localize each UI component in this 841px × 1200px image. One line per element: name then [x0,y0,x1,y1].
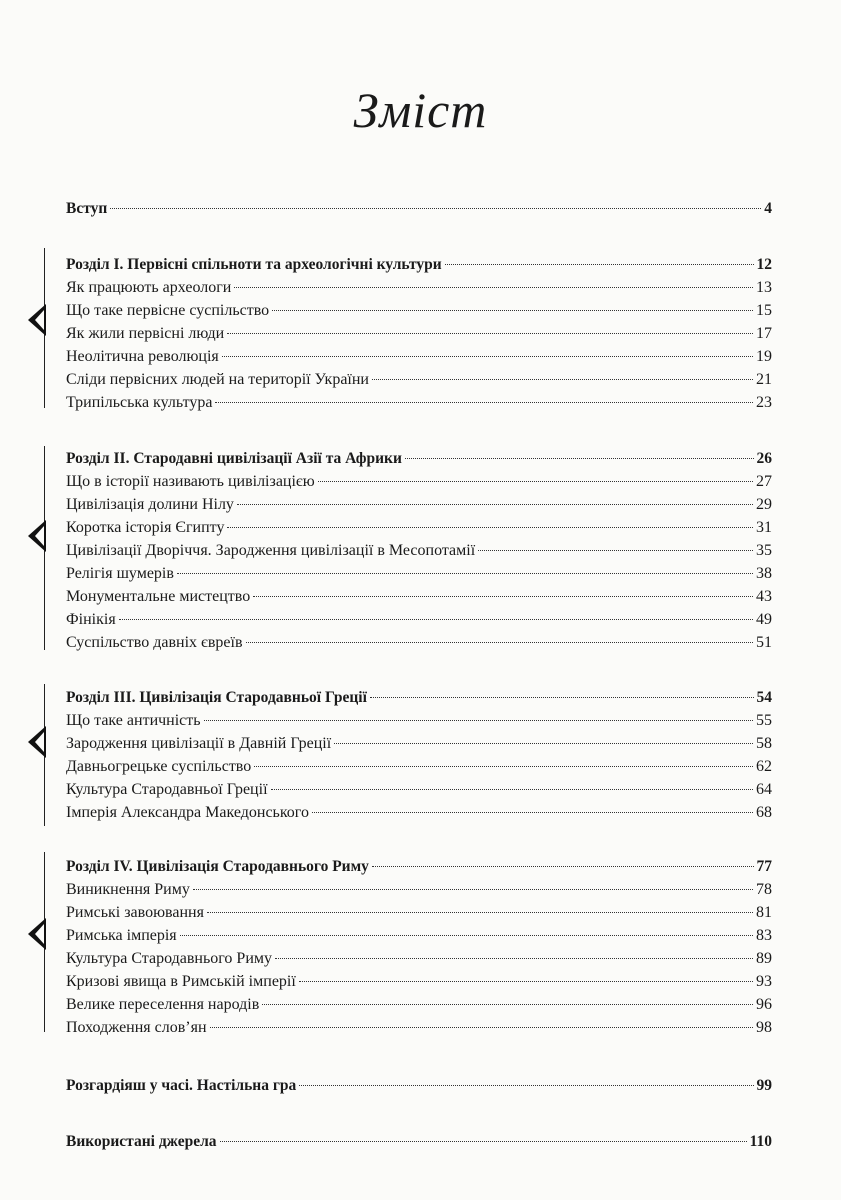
toc-section-heading[interactable] [66,856,772,878]
toc-entry[interactable] [66,471,772,493]
toc-entry-label: Виникнення Риму [66,881,190,898]
toc-entry[interactable] [66,563,772,585]
toc-page-number: 55 [756,712,772,729]
dot-leader [227,333,753,334]
dot-leader [237,504,753,505]
toc-entry-board-game[interactable] [66,1075,772,1097]
toc-page-number: 19 [756,348,772,365]
toc-entry-label: Сліди первісних людей на території України [66,371,369,388]
toc-page-number: 38 [756,565,772,582]
dot-leader [254,766,753,767]
toc-entry-label: Коротка історія Єгипту [66,519,225,536]
dot-leader [227,527,753,528]
toc-entry-label: Велике переселення народів [66,996,260,1013]
toc-entry-label: Культура Стародавнього Риму [66,950,273,967]
toc-page-number: 58 [756,735,772,752]
toc-page-number: 31 [756,519,772,536]
toc-page-number: 110 [749,1133,772,1150]
toc-entry-label: Суспільство давніх євреїв [66,634,243,651]
toc-page-number: 78 [756,881,772,898]
dot-leader [478,550,753,551]
toc-entry-label: Римська імперія [66,927,177,944]
toc-entry[interactable] [66,779,772,801]
toc-entry[interactable] [66,609,772,631]
dot-leader [204,720,753,721]
dot-leader [246,642,753,643]
toc-page-number: 64 [756,781,772,798]
toc-page-number: 98 [756,1019,772,1036]
toc-page-number: 89 [756,950,772,967]
toc-section-heading[interactable] [66,254,772,276]
toc-page-number: 12 [756,256,772,273]
dot-leader [253,596,753,597]
dot-leader [262,1004,753,1005]
toc-entry[interactable] [66,323,772,345]
page-title: Зміст [353,82,488,138]
toc-entry[interactable] [66,948,772,970]
toc-entry[interactable] [66,925,772,947]
toc-entry[interactable] [66,756,772,778]
toc-entry[interactable] [66,346,772,368]
toc-page-number: 23 [756,394,772,411]
dot-leader [177,573,753,574]
dot-leader [370,697,754,698]
toc-entry-label: Розділ ІІІ. Цивілізація Стародавньої Греції [66,689,367,706]
toc-entry-label: Розділ IV. Цивілізація Стародавнього Риму [66,858,369,875]
dot-leader [312,812,753,813]
toc-entry-label: Трипільська культура [66,394,213,411]
toc-page-number: 17 [756,325,772,342]
toc-page-number: 35 [756,542,772,559]
toc-page-number: 49 [756,611,772,628]
toc-page-number: 26 [756,450,772,467]
dot-leader [372,866,754,867]
section-arrow-icon [28,726,46,758]
toc-entry[interactable] [66,733,772,755]
toc-page-number: 83 [756,927,772,944]
toc-entry[interactable] [66,392,772,414]
toc-page-number: 81 [756,904,772,921]
toc-entry[interactable] [66,517,772,539]
toc-entry[interactable] [66,879,772,901]
toc-entry[interactable] [66,802,772,824]
dot-leader [299,1085,753,1086]
toc-entry-label: Використані джерела [66,1133,217,1150]
toc-page-number: 43 [756,588,772,605]
toc-entry-label: Культура Стародавньої Греції [66,781,268,798]
toc-page-number: 27 [756,473,772,490]
toc-entry[interactable] [66,1017,772,1039]
toc-page-number: 29 [756,496,772,513]
toc-entry-intro[interactable] [66,198,772,220]
dot-leader [222,356,753,357]
dot-leader [405,458,754,459]
toc-entry[interactable] [66,300,772,322]
dot-leader [275,958,753,959]
toc-entry-label: Розгардіяш у часі. Настільна гра [66,1077,297,1094]
toc-entry[interactable] [66,710,772,732]
toc-section-heading[interactable] [66,687,772,709]
toc-entry[interactable] [66,994,772,1016]
toc-page-number: 99 [756,1077,772,1094]
toc-entry-label: Розділ І. Первісні спільноти та археологічні культури [66,256,442,273]
toc-entry[interactable] [66,369,772,391]
toc-entry[interactable] [66,971,772,993]
dot-leader [220,1141,747,1142]
toc-entry-label: Цивілізація долини Нілу [66,496,234,513]
toc-entry-label: Що таке античність [66,712,201,729]
toc-entry[interactable] [66,540,772,562]
toc-entry-sources[interactable] [66,1131,772,1153]
toc-entry-label: Давньогрецьке суспільство [66,758,252,775]
dot-leader [445,264,754,265]
section-arrow-icon [28,520,46,552]
dot-leader [372,379,753,380]
toc-entry-label: Як жили первісні люди [66,325,225,342]
dot-leader [334,743,753,744]
toc-entry-label: Що таке первісне суспільство [66,302,270,319]
dot-leader [119,619,753,620]
toc-page-number: 77 [756,858,772,875]
toc-page-number: 54 [756,689,772,706]
toc-page-number: 4 [764,200,772,217]
toc-page-number: 93 [756,973,772,990]
dot-leader [215,402,753,403]
toc-section-heading[interactable] [66,448,772,470]
dot-leader [271,789,753,790]
toc-entry-label: Релігія шумерів [66,565,174,582]
toc-entry-label: Імперія Александра Македонського [66,804,309,821]
dot-leader [299,981,753,982]
toc-page-number: 21 [756,371,772,388]
toc-entry-label: Розділ ІІ. Стародавні цивілізації Азії та Африки [66,450,402,467]
dot-leader [272,310,753,311]
toc-page-number: 15 [756,302,772,319]
toc-page-number: 68 [756,804,772,821]
toc-entry-label: Походження слов’ян [66,1019,207,1036]
toc-entry-label: Зародження цивілізації в Давній Греції [66,735,332,752]
toc-entry-label: Цивілізації Дворіччя. Зародження цивілізації в Месопотамії [66,542,476,559]
toc-entry-label: Як працюють археологи [66,279,232,296]
toc-page-number: 13 [756,279,772,296]
toc-entry-label: Кризові явища в Римській імперії [66,973,296,990]
toc-entry[interactable] [66,902,772,924]
dot-leader [207,912,753,913]
toc-entry-label: Вступ [66,200,108,217]
dot-leader [110,208,761,209]
toc-entry[interactable] [66,494,772,516]
toc-page-number: 62 [756,758,772,775]
toc-page-number: 51 [756,634,772,651]
dot-leader [234,287,753,288]
toc-entry-label: Фінікія [66,611,116,628]
toc-entry-label: Римські завоювання [66,904,204,921]
dot-leader [210,1027,753,1028]
section-arrow-icon [28,304,46,336]
toc-page-number: 96 [756,996,772,1013]
dot-leader [180,935,753,936]
dot-leader [318,481,753,482]
toc-entry[interactable] [66,586,772,608]
toc-entry-label: Монументальне мистецтво [66,588,251,605]
toc-entry[interactable] [66,277,772,299]
toc-entry[interactable] [66,632,772,654]
toc-entry-label: Неолітична революція [66,348,219,365]
dot-leader [193,889,753,890]
toc-entry-label: Що в історії називають цивілізацією [66,473,315,490]
section-arrow-icon [28,918,46,950]
